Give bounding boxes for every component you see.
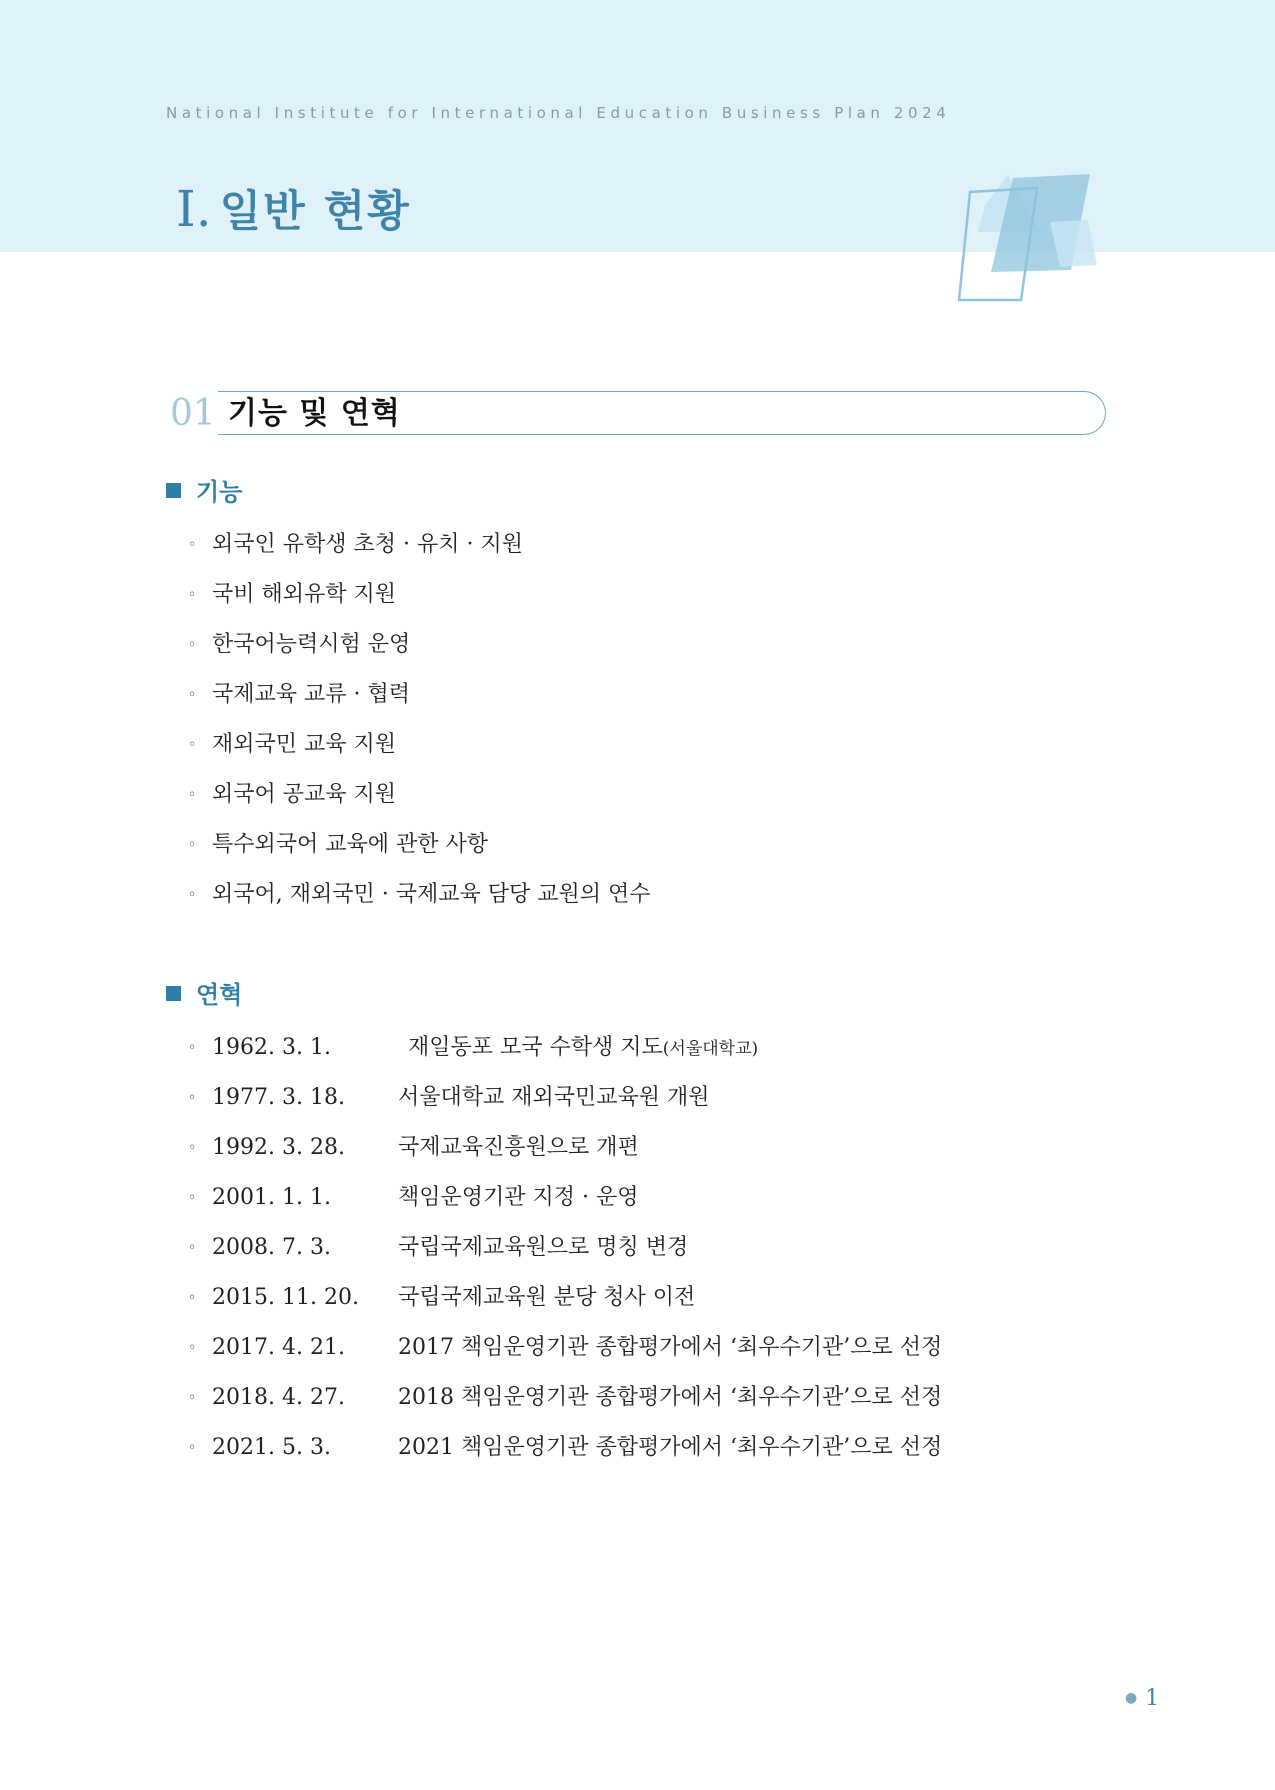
- page-number-text: 1: [1145, 1686, 1160, 1711]
- history-item: [188, 1083, 942, 1133]
- list-item: [188, 630, 650, 680]
- history-heading: [166, 980, 242, 1010]
- circle-bullet-icon: ◦: [188, 1240, 197, 1256]
- function-text: 국제교육 교류 · 협력: [212, 682, 410, 707]
- circle-bullet-icon: ◦: [188, 587, 197, 603]
- section-title: 기능 및 연혁: [228, 396, 401, 431]
- square-bullet-icon: [166, 986, 181, 1001]
- history-event: 재일동포 모국 수학생 지도: [408, 1035, 663, 1060]
- history-note: (서울대학교): [662, 1039, 759, 1059]
- list-item: [188, 780, 650, 830]
- circle-bullet-icon: ◦: [188, 1040, 197, 1056]
- decorative-parallelograms-graphic: [955, 170, 1105, 305]
- dot-icon: ●: [1125, 1690, 1138, 1706]
- function-text: 외국어, 재외국민 · 국제교육 담당 교원의 연수: [212, 882, 651, 907]
- history-event: 책임운영기관 지정 · 운영: [398, 1185, 639, 1210]
- history-item: [188, 1033, 942, 1083]
- history-item: [188, 1333, 942, 1383]
- history-event: 2018 책임운영기관 종합평가에서 ‘최우수기관’으로 선정: [398, 1385, 943, 1410]
- history-event: 국립국제교육원 분당 청사 이전: [398, 1285, 696, 1310]
- history-event: 2021 책임운영기관 종합평가에서 ‘최우수기관’으로 선정: [398, 1435, 943, 1460]
- list-item: [188, 580, 650, 630]
- history-date: 2021. 5. 3.: [212, 1435, 331, 1460]
- circle-bullet-icon: ◦: [188, 1290, 197, 1306]
- square-bullet-icon: [166, 483, 181, 498]
- function-text: 재외국민 교육 지원: [212, 732, 397, 757]
- history-item: [188, 1433, 942, 1483]
- history-date: 1962. 3. 1.: [212, 1035, 331, 1060]
- history-date: 1992. 3. 28.: [212, 1135, 345, 1160]
- history-date: 2017. 4. 21.: [212, 1335, 345, 1360]
- functions-heading: [166, 477, 242, 507]
- history-item: [188, 1133, 942, 1183]
- circle-bullet-icon: ◦: [188, 837, 197, 853]
- list-item: [188, 880, 650, 930]
- circle-bullet-icon: ◦: [188, 737, 197, 753]
- history-list: [188, 1033, 942, 1483]
- functions-heading-text: 기능: [196, 478, 243, 506]
- history-item: [188, 1233, 942, 1283]
- list-item: [188, 530, 650, 580]
- chapter-title: [176, 180, 411, 238]
- list-item: [188, 730, 650, 780]
- function-text: 외국어 공교육 지원: [212, 782, 397, 807]
- circle-bullet-icon: ◦: [188, 1440, 197, 1456]
- list-item: [188, 830, 650, 880]
- chapter-number: I.: [176, 180, 212, 238]
- page-number: [1125, 1686, 1159, 1711]
- list-item: [188, 680, 650, 730]
- function-text: 특수외국어 교육에 관한 사항: [212, 832, 489, 857]
- circle-bullet-icon: ◦: [188, 537, 197, 553]
- history-item: [188, 1383, 942, 1433]
- circle-bullet-icon: ◦: [188, 687, 197, 703]
- circle-bullet-icon: ◦: [188, 787, 197, 803]
- history-date: 2015. 11. 20.: [212, 1285, 359, 1310]
- circle-bullet-icon: ◦: [188, 1390, 197, 1406]
- functions-list: [188, 530, 650, 930]
- circle-bullet-icon: ◦: [188, 1140, 197, 1156]
- circle-bullet-icon: ◦: [188, 1090, 197, 1106]
- history-event: 서울대학교 재외국민교육원 개원: [398, 1085, 710, 1110]
- function-text: 국비 해외유학 지원: [212, 582, 397, 607]
- history-event: 2017 책임운영기관 종합평가에서 ‘최우수기관’으로 선정: [398, 1335, 943, 1360]
- circle-bullet-icon: ◦: [188, 1190, 197, 1206]
- history-date: 2018. 4. 27.: [212, 1385, 345, 1410]
- circle-bullet-icon: ◦: [188, 637, 197, 653]
- circle-bullet-icon: ◦: [188, 1340, 197, 1356]
- history-item: [188, 1283, 942, 1333]
- history-date: 2008. 7. 3.: [212, 1235, 331, 1260]
- chapter-title-text: 일반 현황: [219, 187, 411, 237]
- history-heading-text: 연혁: [196, 981, 243, 1009]
- section-number: 01: [170, 393, 216, 434]
- history-event: 국립국제교육원으로 명칭 변경: [398, 1235, 689, 1260]
- history-date: 2001. 1. 1.: [212, 1185, 331, 1210]
- circle-bullet-icon: ◦: [188, 887, 197, 903]
- history-item: [188, 1183, 942, 1233]
- running-header: National Institute for International Education Business Plan 2024: [166, 104, 951, 122]
- history-date: 1977. 3. 18.: [212, 1085, 345, 1110]
- history-event: 국제교육진흥원으로 개편: [398, 1135, 639, 1160]
- function-text: 한국어능력시험 운영: [212, 632, 411, 657]
- function-text: 외국인 유학생 초청 · 유치 · 지원: [212, 532, 523, 557]
